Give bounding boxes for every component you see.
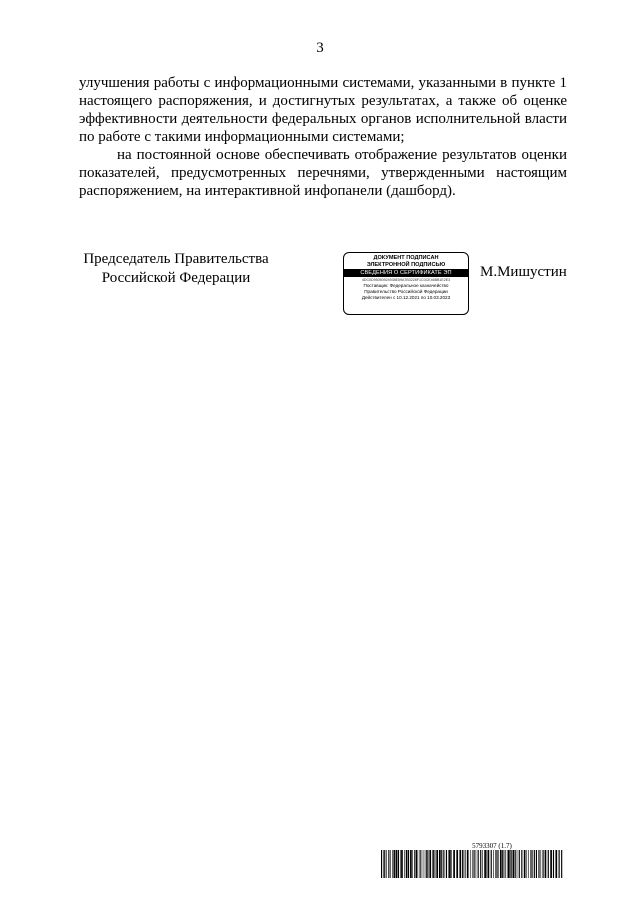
stamp-owner: Правительство Российской Федерации (364, 289, 448, 294)
stamp-heading (344, 253, 468, 268)
barcode-block (381, 842, 563, 878)
stamp-serial: 4DC0D95050924938E59A7B3228F1C0CE46BB1E2E3 (361, 278, 451, 282)
stamp-certificate-bar: СВЕДЕНИЯ О СЕРТИФИКАТЕ ЭП (344, 269, 468, 277)
signatory-title-line1: Председатель Правительства (83, 251, 269, 267)
stamp-heading-line2: ЭЛЕКТРОННОЙ ПОДПИСЬЮ (366, 261, 446, 268)
barcode-label: 5793307 (1.7) (472, 842, 512, 850)
stamp-supplier: Поставщик: Федеральное казначейство (363, 283, 449, 288)
signatory-name: М.Мишустин (480, 264, 567, 280)
document-body (79, 74, 567, 200)
barcode-icon (381, 850, 563, 878)
signatory-title (76, 250, 276, 288)
stamp-validity: Действителен с 10.12.2021 по 10.03.2023 (361, 295, 451, 300)
electronic-signature-stamp (343, 252, 469, 315)
paragraph: улучшения работы с информационными системами, указанными в пункте 1 настоящего распоряжения, и достигнутых результатах, а также об оценке эффективности деятельности федеральных органов исполнительной власти по работе с такими информационными системами; (79, 75, 567, 145)
paragraph: на постоянной основе обеспечивать отображение результатов оценки показателей, предусмотренных перечнями, утвержденными настоящим распоряжением, на интерактивной инфопанели (дашборд). (79, 147, 567, 199)
stamp-heading-line1: ДОКУМЕНТ ПОДПИСАН (373, 255, 439, 261)
signatory-title-line2: Российской Федерации (101, 270, 251, 286)
page-number: 3 (316, 40, 324, 56)
